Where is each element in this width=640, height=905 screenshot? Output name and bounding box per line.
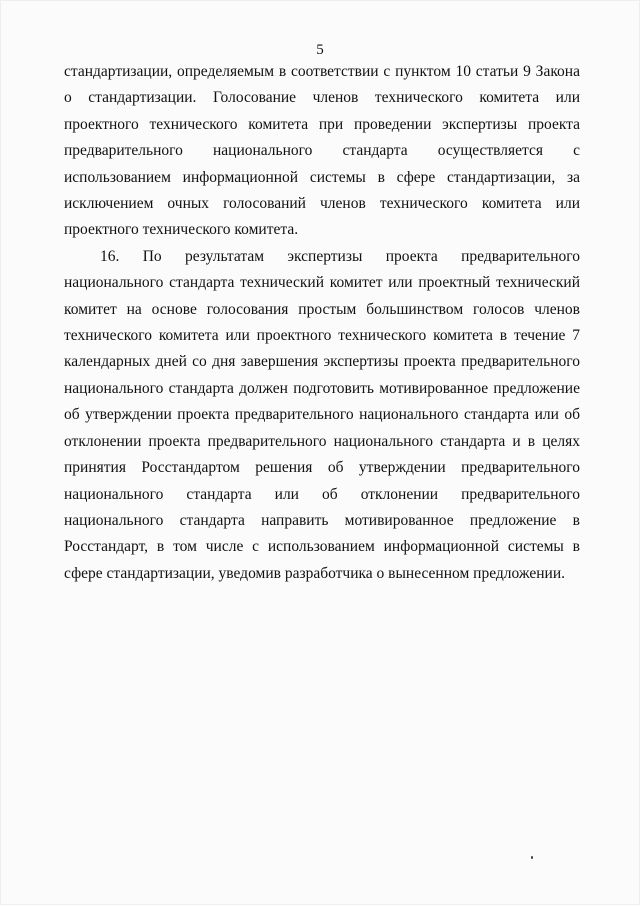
paragraph-item-16: 16. По результатам экспертизы проекта предварительного национального стандарта технический комитет или проектный технический комитет на основе голосования простым большинством голосов членов технического комитета или проектного технического комитета в течение 7 календарных дней со дня завершения экспертизы проекта предварительного национального стандарта должен подготовить мотивированное предложение об утверждении проекта предварительного национального стандарта или об отклонении проекта предварительного национального стандарта и в целях принятия Росстандартом решения об утверждении предварительного национального стандарта или об отклонении предварительного национального стандарта направить мотивированное предложение в Росстандарт, в том числе с использованием информационной системы в сфере стандартизации, уведомив разработчика о вынесенном предложении. — [64, 247, 580, 582]
document-body — [64, 59, 580, 587]
page-number: 5 — [316, 42, 324, 58]
paragraph-continuation: стандартизации, определяемым в соответствии с пунктом 10 статьи 9 Закона о стандартизации. Голосование членов технического комитета или проектного технического комитета при проведении экспертизы проекта предварительного национального стандарта осуществляется с использованием информационной системы в сфере стандартизации, за исключением очных голосований членов технического комитета или проектного технического комитета. — [64, 63, 580, 239]
scan-speck — [531, 856, 533, 859]
